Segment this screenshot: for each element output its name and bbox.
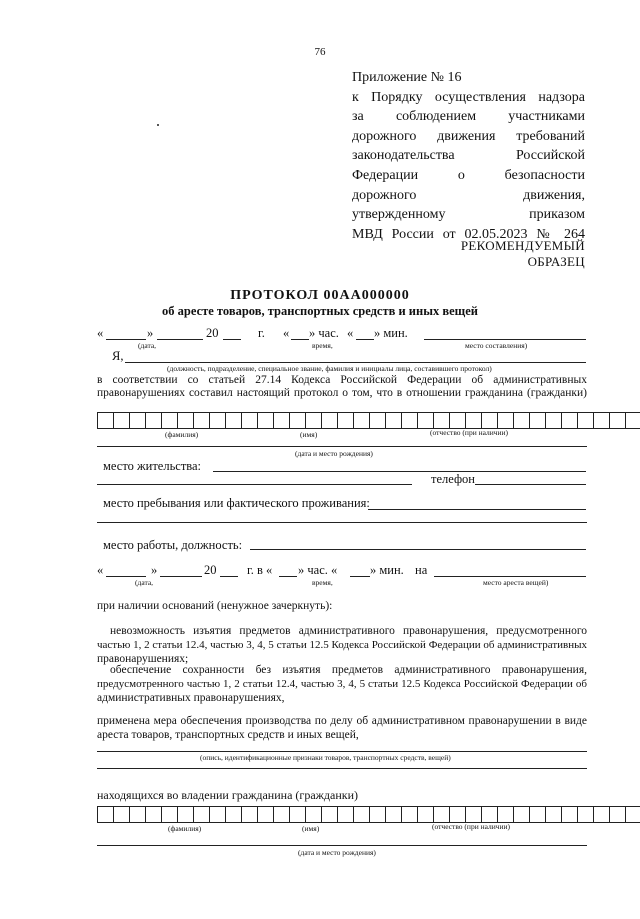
measure-line: ареста товаров, транспортных средств и иных вещей, [97, 729, 359, 741]
caption-officer: (должность, подразделение, специальное звание, фамилия и инициалы лица, составившего протокол) [167, 364, 492, 373]
caption-birth: (дата и место рождения) [295, 449, 373, 458]
date-close-quote: » [147, 326, 154, 340]
arrest-minute-field[interactable] [350, 576, 370, 577]
arrest-year-prefix: 20 [204, 563, 217, 577]
caption-patronymic: (отчество (при наличии) [430, 428, 509, 437]
stay-field[interactable] [368, 509, 586, 510]
caption-inventory: (опись, идентификационные признаки товаров, транспортных средств, вещей) [200, 753, 451, 762]
day-field[interactable] [106, 339, 146, 340]
statement-line: правонарушениях составил настоящий протокол о том, что в отношении гражданина (гражданки) [97, 387, 587, 399]
ground2-line: обеспечение сохранности без изъятия предметов административного правонарушения, [110, 664, 587, 676]
caption-name: (имя) [300, 430, 318, 439]
arrest-year-suffix: г. в « [247, 563, 273, 577]
stay-label: место пребывания или фактического проживания: [103, 496, 370, 510]
date-open-quote: « [97, 326, 104, 340]
residence-field[interactable] [213, 471, 586, 472]
annex-line: Федерации о безопасности [352, 167, 585, 183]
arrest-hour-label: » час. « [298, 563, 338, 577]
annex-line: МВД России от 02.05.2023 № 264 [352, 226, 585, 242]
residence-field-2[interactable] [97, 484, 412, 485]
caption-birth-2: (дата и место рождения) [298, 848, 376, 857]
grounds-label: при наличии оснований (ненужное зачеркнуть): [97, 600, 333, 612]
year-field[interactable] [223, 339, 241, 340]
annex-header [352, 68, 585, 244]
residence-label: место жительства: [103, 459, 202, 473]
caption-arrest-time: время, [312, 578, 333, 587]
arrest-month-field[interactable] [160, 576, 202, 577]
ground1-line: правонарушениях; [97, 653, 189, 665]
arrest-at-label: на [415, 563, 428, 577]
possession-label: находящихся во владении гражданина (гражданки) [97, 788, 359, 802]
protocol-subtitle: об аресте товаров, транспортных средств и иных вещей [162, 304, 478, 318]
hour-field[interactable] [291, 339, 309, 340]
stay-field-2[interactable] [97, 522, 587, 523]
phone-label: телефон [431, 472, 475, 486]
annex-line: за соблюдением участниками [352, 109, 585, 125]
ground2-line: предусмотренного частью 1, 2 статьи 12.4, частью 3, 4, 5 статьи 12.5 Кодекса Российской Федерации об [97, 678, 587, 690]
caption-arrest-date: (дата, [135, 578, 154, 587]
arrest-place-field[interactable] [434, 576, 586, 577]
scan-dot [157, 124, 159, 126]
phone-field[interactable] [475, 484, 586, 485]
arrest-year-field[interactable] [220, 576, 238, 577]
annex-line: Приложение № 16 [352, 70, 462, 85]
annex-line: дорожного движения, [352, 187, 585, 203]
arrest-close-quote: » [151, 563, 158, 577]
name-letter-grid[interactable] [97, 412, 640, 429]
annex-line: к Порядку осуществления надзора [352, 89, 585, 105]
birth-field[interactable] [97, 446, 587, 447]
ground2-line: административных правонарушениях, [97, 692, 285, 704]
year-suffix: г. [258, 326, 265, 340]
annex-line: дорожного движения требований [352, 128, 585, 144]
caption-arrest-place: место ареста вещей) [483, 578, 549, 587]
caption-surname: (фамилия) [165, 430, 199, 439]
arrest-minute-label: » мин. [370, 563, 404, 577]
minute-open-quote: « [347, 326, 354, 340]
inventory-field-2[interactable] [97, 768, 587, 769]
protocol-title: ПРОТОКОЛ 00АА000000 [230, 288, 410, 303]
arrest-day-field[interactable] [106, 576, 146, 577]
annex-line: законодательства Российской [352, 148, 585, 164]
statement-line: в соответствии со статьей 27.14 Кодекса Российской Федерации об административных [97, 374, 587, 386]
arrest-hour-field[interactable] [279, 576, 297, 577]
caption-time: время, [312, 341, 333, 350]
officer-field[interactable] [125, 362, 586, 363]
caption-place: место составления) [465, 341, 528, 350]
month-field[interactable] [157, 339, 203, 340]
arrest-open-quote: « [97, 563, 104, 577]
caption-date: (дата, [138, 341, 157, 350]
ground1-line: частью 1, 2 статьи 12.4, частью 3, 4, 5 статьи 12.5 Кодекса Российской Федерации об административных [97, 639, 587, 651]
inventory-field[interactable] [97, 751, 587, 752]
work-label: место работы, должность: [103, 538, 243, 552]
hour-label: » час. [309, 326, 339, 340]
sample-label: РЕКОМЕНДУЕМЫЙ ОБРАЗЕЦ [460, 238, 585, 269]
caption-patronymic-2: (отчество (при наличии) [432, 822, 511, 831]
caption-surname-2: (фамилия) [168, 824, 202, 833]
page-number: 76 [314, 46, 326, 58]
annex-line: утвержденному приказом [352, 207, 585, 223]
measure-line: применена мера обеспечения производства по делу об административном правонарушении в виде [97, 715, 587, 727]
i-label: Я, [112, 349, 124, 363]
name-letter-grid-2[interactable] [97, 806, 640, 823]
ground1-line: невозможность изъятия предметов административного правонарушения, предусмотренного [110, 625, 587, 637]
hour-open-quote: « [283, 326, 290, 340]
year-prefix: 20 [206, 326, 219, 340]
place-field[interactable] [424, 339, 586, 340]
minute-field[interactable] [356, 339, 374, 340]
work-field[interactable] [250, 549, 586, 550]
birth-field-2[interactable] [97, 845, 587, 846]
minute-label: » мин. [374, 326, 408, 340]
caption-name-2: (имя) [302, 824, 320, 833]
